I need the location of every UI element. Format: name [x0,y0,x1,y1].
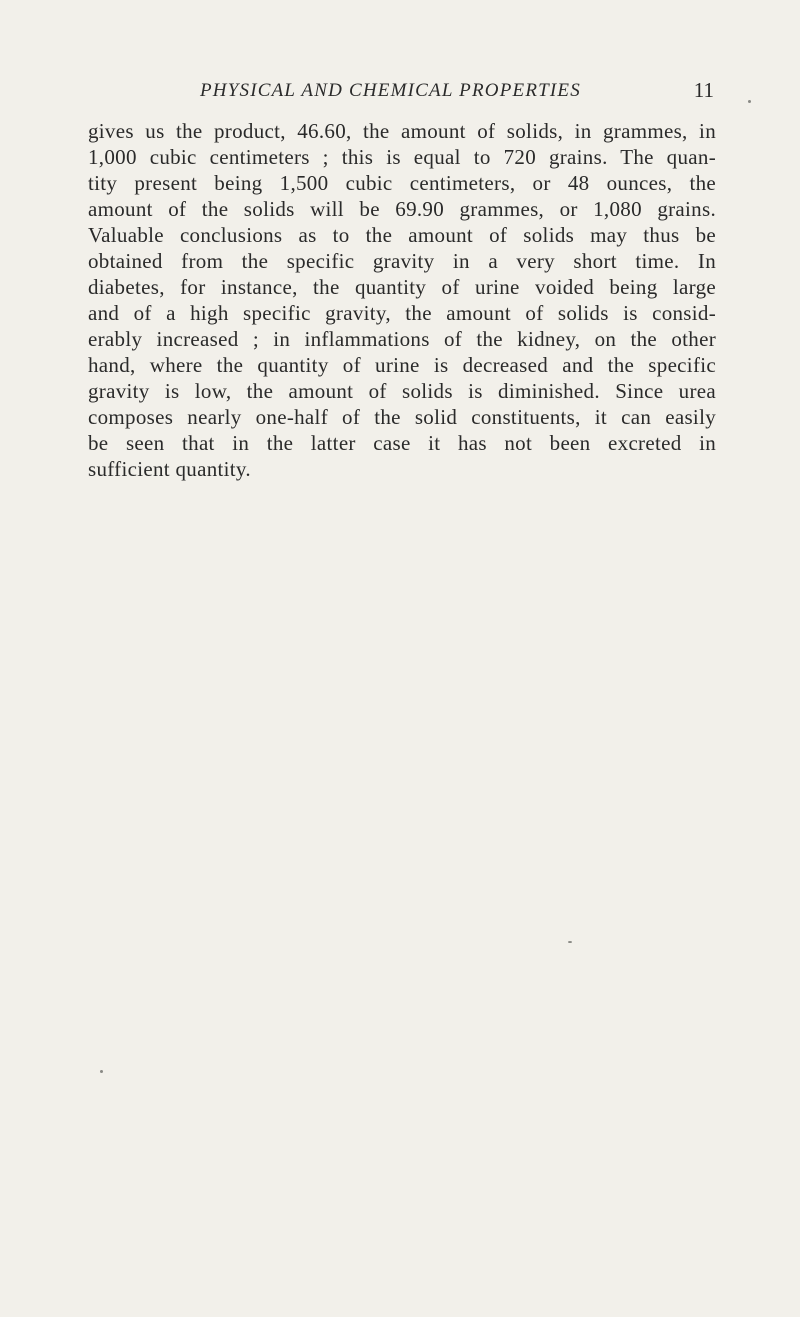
paper-speck [100,1070,103,1073]
running-head: PHYSICAL AND CHEMICAL PROPERTIES [200,80,581,101]
text-line: be seen that in the latter case it has not been excreted in [88,431,716,455]
paper-speck [568,941,572,943]
paper-speck [748,100,751,103]
text-line: gives us the product, 46.60, the amount of solids, in grammes, in [88,119,716,143]
text-line: and of a high specific gravity, the amount of solids is consid- [88,301,716,325]
text-line: Valuable conclusions as to the amount of solids may thus be [88,223,716,247]
text-line: erably increased ; in inflammations of the kidney, on the other [88,327,716,351]
text-line: hand, where the quantity of urine is decreased and the specific [88,353,716,377]
text-line: gravity is low, the amount of solids is diminished. Since urea [88,379,716,403]
page-number: 11 [693,78,714,102]
text-line: sufficient quantity. [88,457,251,481]
text-line: diabetes, for instance, the quantity of urine voided being large [88,275,716,299]
body-paragraph [88,118,716,482]
text-line: tity present being 1,500 cubic centimeters, or 48 ounces, the [88,171,716,195]
text-line: amount of the solids will be 69.90 grammes, or 1,080 grains. [88,197,716,221]
text-line: obtained from the specific gravity in a very short time. In [88,249,716,273]
text-line: composes nearly one-half of the solid constituents, it can easily [88,405,716,429]
text-line: 1,000 cubic centimeters ; this is equal to 720 grains. The quan- [88,145,716,169]
